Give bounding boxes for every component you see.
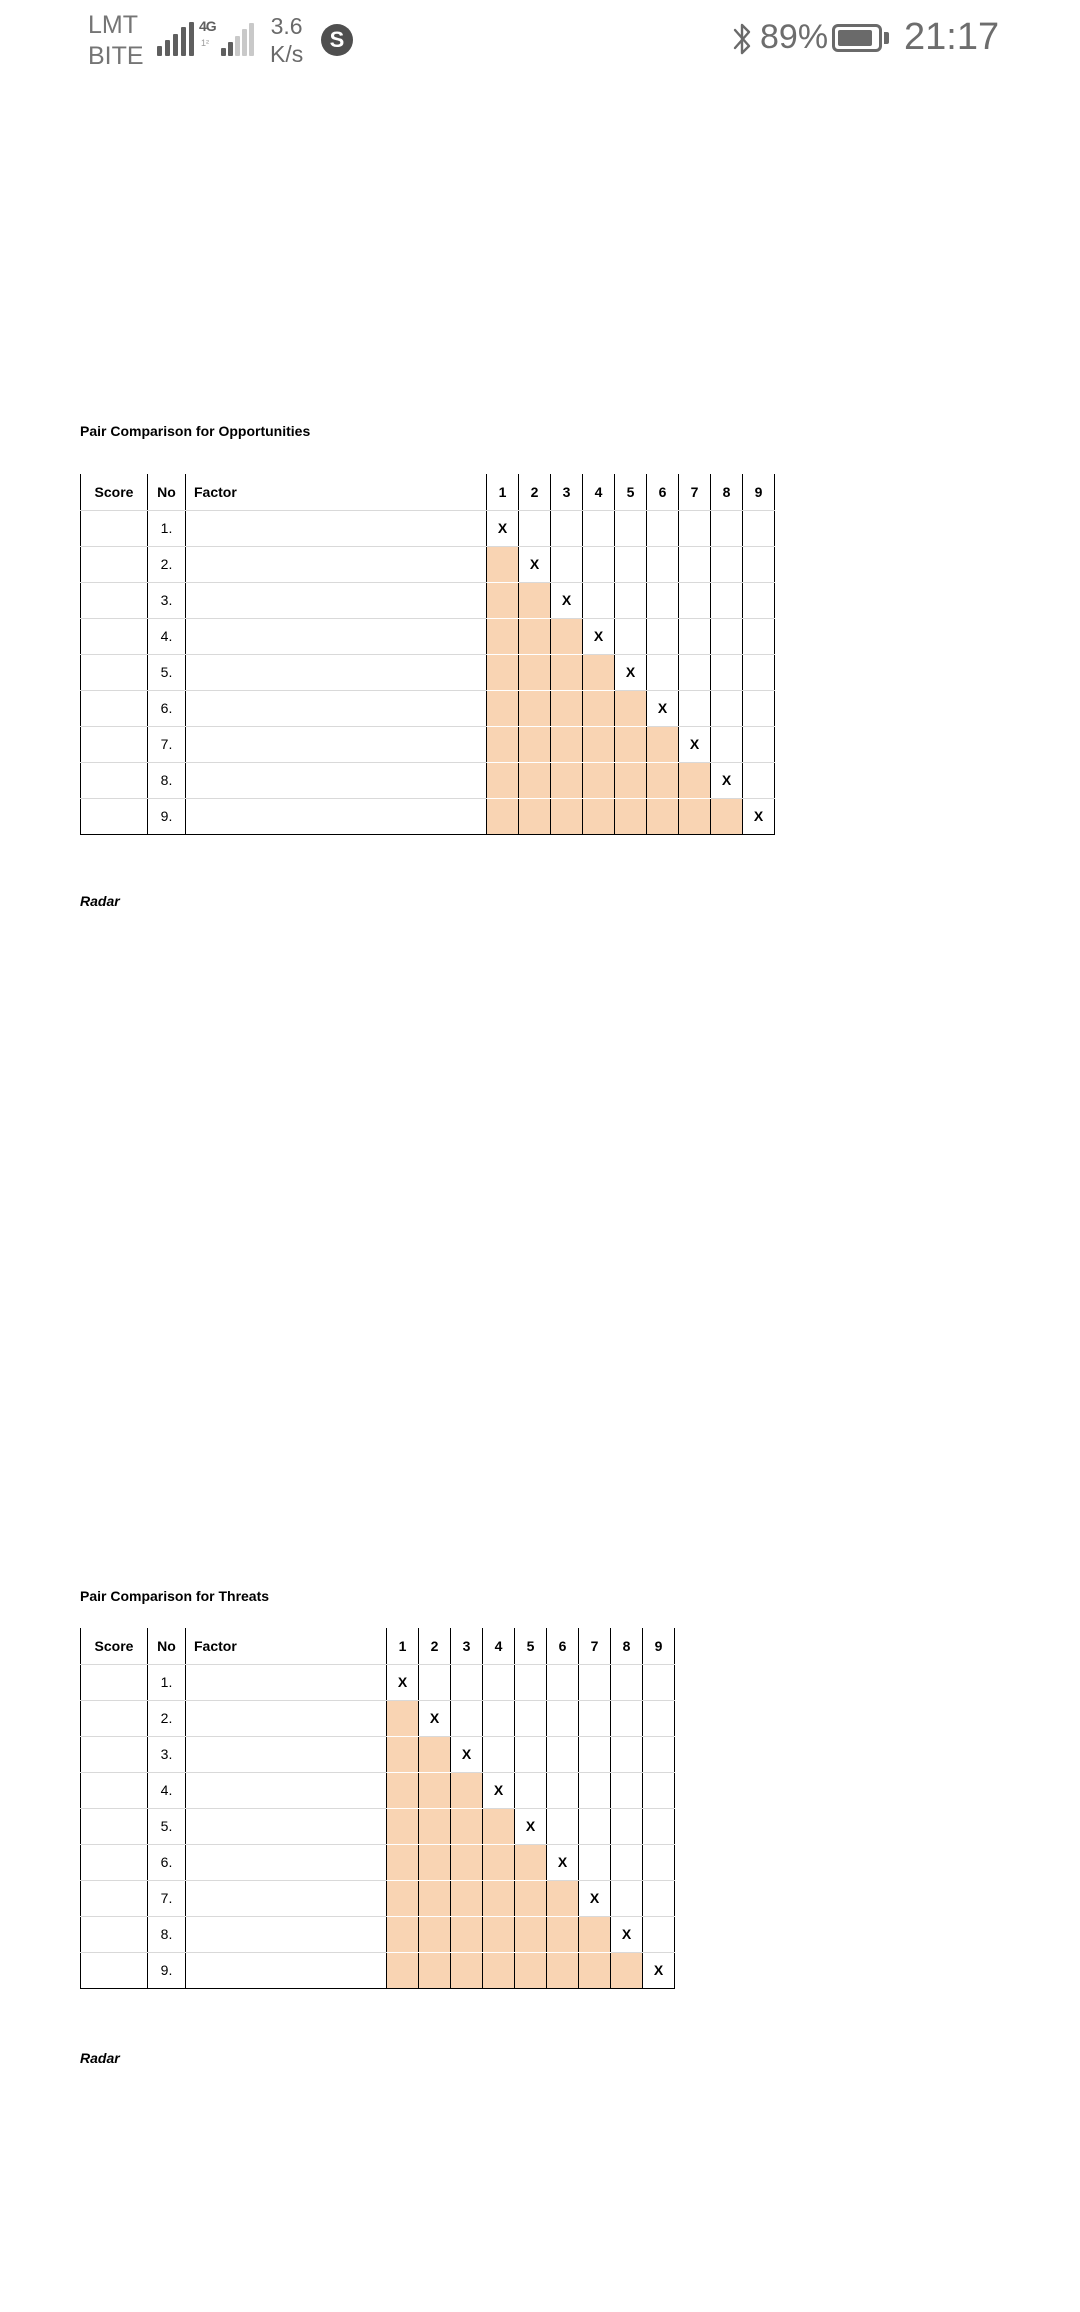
shaded-cell [483, 1952, 515, 1988]
comparison-cell[interactable] [711, 726, 743, 762]
comparison-cell[interactable] [515, 1664, 547, 1700]
comparison-cell[interactable] [515, 1736, 547, 1772]
row-number: 6. [148, 690, 186, 726]
table-row [81, 726, 775, 762]
bluetooth-icon [730, 20, 754, 58]
diagonal-mark: X [583, 618, 615, 654]
factor-cell[interactable] [186, 1700, 387, 1736]
comparison-cell[interactable] [611, 1772, 643, 1808]
shaded-cell [419, 1736, 451, 1772]
comparison-cell[interactable] [743, 582, 775, 618]
comparison-cell[interactable] [583, 510, 615, 546]
network-type-icon [199, 20, 255, 56]
comparison-cell[interactable] [743, 618, 775, 654]
shaded-cell [419, 1916, 451, 1952]
factor-cell[interactable] [186, 546, 487, 582]
shaded-cell [451, 1808, 483, 1844]
factor-cell[interactable] [186, 1808, 387, 1844]
comparison-cell[interactable] [615, 582, 647, 618]
comparison-cell[interactable] [615, 510, 647, 546]
comparison-cell[interactable] [647, 582, 679, 618]
score-cell[interactable] [81, 1916, 148, 1952]
shaded-cell [615, 690, 647, 726]
table-row [81, 1772, 675, 1808]
opportunities-table [80, 474, 775, 835]
column-header-9: 9 [643, 1628, 675, 1664]
shaded-cell [551, 798, 583, 834]
column-header-9: 9 [743, 474, 775, 510]
shaded-cell [387, 1736, 419, 1772]
shaded-cell [679, 798, 711, 834]
row-number: 2. [148, 546, 186, 582]
comparison-cell[interactable] [579, 1844, 611, 1880]
score-cell[interactable] [81, 1664, 148, 1700]
network-speed [270, 12, 303, 68]
row-number: 7. [148, 1880, 186, 1916]
table-row [81, 1952, 675, 1988]
comparison-cell[interactable] [743, 762, 775, 798]
factor-cell[interactable] [186, 798, 487, 834]
column-header-8: 8 [711, 474, 743, 510]
comparison-cell[interactable] [483, 1736, 515, 1772]
comparison-cell[interactable] [615, 546, 647, 582]
column-header-5: 5 [515, 1628, 547, 1664]
table-row [81, 1844, 675, 1880]
diagonal-mark: X [519, 546, 551, 582]
score-cell[interactable] [81, 690, 148, 726]
row-number: 8. [148, 1916, 186, 1952]
comparison-cell[interactable] [743, 546, 775, 582]
comparison-cell[interactable] [611, 1664, 643, 1700]
factor-header: Factor [186, 474, 487, 510]
table-row [81, 618, 775, 654]
diagonal-mark: X [419, 1700, 451, 1736]
comparison-cell[interactable] [743, 510, 775, 546]
threats-header-row [81, 1628, 675, 1664]
shaded-cell [647, 762, 679, 798]
factor-cell[interactable] [186, 1664, 387, 1700]
network-type-label: 4G [199, 18, 216, 34]
shaded-cell [451, 1916, 483, 1952]
shaded-cell [387, 1880, 419, 1916]
row-number: 5. [148, 1808, 186, 1844]
speed-value: 3.6 [270, 13, 303, 39]
comparison-cell[interactable] [515, 1700, 547, 1736]
comparison-cell[interactable] [579, 1700, 611, 1736]
diagonal-mark: X [547, 1844, 579, 1880]
diagonal-mark: X [643, 1952, 675, 1988]
no-header: No [148, 1628, 186, 1664]
shaded-cell [551, 654, 583, 690]
diagonal-mark: X [615, 654, 647, 690]
comparison-cell[interactable] [643, 1916, 675, 1952]
shaded-cell [419, 1844, 451, 1880]
table-row [81, 1916, 675, 1952]
shaded-cell [519, 762, 551, 798]
factor-cell[interactable] [186, 582, 487, 618]
score-cell[interactable] [81, 654, 148, 690]
shaded-cell [419, 1880, 451, 1916]
column-header-1: 1 [487, 474, 519, 510]
comparison-cell[interactable] [451, 1700, 483, 1736]
factor-cell[interactable] [186, 1772, 387, 1808]
threats-title: Pair Comparison for Threats [80, 1588, 270, 1604]
comparison-cell[interactable] [679, 690, 711, 726]
comparison-cell[interactable] [419, 1664, 451, 1700]
shaded-cell [611, 1952, 643, 1988]
score-cell[interactable] [81, 762, 148, 798]
comparison-cell[interactable] [647, 654, 679, 690]
shaded-cell [451, 1844, 483, 1880]
no-header: No [148, 474, 186, 510]
comparison-cell[interactable] [711, 546, 743, 582]
shaded-cell [483, 1808, 515, 1844]
shaded-cell [579, 1916, 611, 1952]
row-number: 7. [148, 726, 186, 762]
shaded-cell [487, 798, 519, 834]
shaded-cell [487, 582, 519, 618]
comparison-cell[interactable] [615, 618, 647, 654]
table-row [81, 582, 775, 618]
column-header-5: 5 [615, 474, 647, 510]
comparison-cell[interactable] [579, 1772, 611, 1808]
opportunities-title: Pair Comparison for Opportunities [80, 423, 311, 439]
network-sub-label: 1² [201, 38, 210, 48]
shaded-cell [519, 582, 551, 618]
comparison-cell[interactable] [515, 1772, 547, 1808]
factor-cell[interactable] [186, 510, 487, 546]
comparison-cell[interactable] [711, 510, 743, 546]
row-number: 1. [148, 1664, 186, 1700]
score-cell[interactable] [81, 1700, 148, 1736]
comparison-cell[interactable] [583, 582, 615, 618]
factor-cell[interactable] [186, 618, 487, 654]
shaded-cell [515, 1916, 547, 1952]
table-row [81, 1664, 675, 1700]
shaded-cell [487, 618, 519, 654]
diagonal-mark: X [579, 1880, 611, 1916]
battery-percent: 89% [760, 18, 829, 56]
comparison-cell[interactable] [643, 1736, 675, 1772]
comparison-cell[interactable] [743, 654, 775, 690]
score-cell[interactable] [81, 1844, 148, 1880]
row-number: 6. [148, 1844, 186, 1880]
comparison-cell[interactable] [547, 1700, 579, 1736]
table-row [81, 690, 775, 726]
shaded-cell [451, 1880, 483, 1916]
score-cell[interactable] [81, 546, 148, 582]
comparison-cell[interactable] [643, 1664, 675, 1700]
shaded-cell [547, 1916, 579, 1952]
comparison-cell[interactable] [711, 618, 743, 654]
shaded-cell [615, 726, 647, 762]
comparison-cell[interactable] [679, 510, 711, 546]
opportunities-header-row [81, 474, 775, 510]
shaded-cell [583, 690, 615, 726]
comparison-cell[interactable] [579, 1664, 611, 1700]
comparison-cell[interactable] [611, 1844, 643, 1880]
score-cell[interactable] [81, 1880, 148, 1916]
shaded-cell [515, 1952, 547, 1988]
shaded-cell [487, 762, 519, 798]
shaded-cell [515, 1880, 547, 1916]
shaded-cell [387, 1772, 419, 1808]
shaded-cell [419, 1952, 451, 1988]
diagonal-mark: X [743, 798, 775, 834]
comparison-cell[interactable] [483, 1664, 515, 1700]
sync-icon: S [321, 24, 353, 56]
shaded-cell [519, 654, 551, 690]
score-header: Score [81, 474, 148, 510]
comparison-cell[interactable] [679, 618, 711, 654]
comparison-cell[interactable] [551, 546, 583, 582]
score-cell[interactable] [81, 510, 148, 546]
comparison-cell[interactable] [679, 654, 711, 690]
diagonal-mark: X [679, 726, 711, 762]
row-number: 4. [148, 618, 186, 654]
battery-fill [838, 30, 872, 46]
shaded-cell [583, 726, 615, 762]
shaded-cell [519, 618, 551, 654]
comparison-cell[interactable] [643, 1700, 675, 1736]
comparison-cell[interactable] [547, 1664, 579, 1700]
comparison-cell[interactable] [679, 582, 711, 618]
shaded-cell [583, 654, 615, 690]
comparison-cell[interactable] [611, 1880, 643, 1916]
shaded-cell [487, 726, 519, 762]
opportunities-radar-label: Radar [80, 893, 120, 909]
shaded-cell [547, 1952, 579, 1988]
comparison-cell[interactable] [579, 1808, 611, 1844]
factor-cell[interactable] [186, 1916, 387, 1952]
table-row [81, 762, 775, 798]
shaded-cell [451, 1952, 483, 1988]
row-number: 3. [148, 582, 186, 618]
table-row [81, 798, 775, 834]
score-header: Score [81, 1628, 148, 1664]
row-number: 5. [148, 654, 186, 690]
shaded-cell [483, 1880, 515, 1916]
shaded-cell [487, 546, 519, 582]
shaded-cell [615, 762, 647, 798]
comparison-cell[interactable] [743, 690, 775, 726]
shaded-cell [387, 1808, 419, 1844]
battery-tip [884, 32, 889, 44]
shaded-cell [419, 1808, 451, 1844]
table-row [81, 1700, 675, 1736]
diagonal-mark: X [387, 1664, 419, 1700]
row-number: 9. [148, 798, 186, 834]
comparison-cell[interactable] [679, 546, 711, 582]
factor-cell[interactable] [186, 654, 487, 690]
row-number: 9. [148, 1952, 186, 1988]
shaded-cell [519, 798, 551, 834]
comparison-cell[interactable] [451, 1664, 483, 1700]
comparison-cell[interactable] [547, 1772, 579, 1808]
table-row [81, 1808, 675, 1844]
diagonal-mark: X [711, 762, 743, 798]
comparison-cell[interactable] [611, 1808, 643, 1844]
shaded-cell [515, 1844, 547, 1880]
diagonal-mark: X [611, 1916, 643, 1952]
table-row [81, 1736, 675, 1772]
score-cell[interactable] [81, 1952, 148, 1988]
column-header-7: 7 [579, 1628, 611, 1664]
factor-cell[interactable] [186, 726, 487, 762]
comparison-cell[interactable] [611, 1736, 643, 1772]
shaded-cell [519, 690, 551, 726]
diagonal-mark: X [647, 690, 679, 726]
carrier-name [88, 10, 144, 72]
comparison-cell[interactable] [483, 1700, 515, 1736]
factor-cell[interactable] [186, 1844, 387, 1880]
column-header-4: 4 [483, 1628, 515, 1664]
comparison-cell[interactable] [583, 546, 615, 582]
clock: 21:17 [904, 16, 1000, 58]
shaded-cell [583, 762, 615, 798]
factor-cell[interactable] [186, 690, 487, 726]
comparison-cell[interactable] [519, 510, 551, 546]
shaded-cell [547, 1880, 579, 1916]
comparison-cell[interactable] [551, 510, 583, 546]
shaded-cell [551, 726, 583, 762]
score-cell[interactable] [81, 798, 148, 834]
column-header-2: 2 [419, 1628, 451, 1664]
carrier-line-1: LMT [88, 11, 138, 39]
shaded-cell [451, 1772, 483, 1808]
score-cell[interactable] [81, 1808, 148, 1844]
factor-header: Factor [186, 1628, 387, 1664]
row-number: 4. [148, 1772, 186, 1808]
shaded-cell [579, 1952, 611, 1988]
shaded-cell [647, 798, 679, 834]
row-number: 8. [148, 762, 186, 798]
score-cell[interactable] [81, 582, 148, 618]
shaded-cell [387, 1844, 419, 1880]
shaded-cell [551, 618, 583, 654]
score-cell[interactable] [81, 726, 148, 762]
column-header-4: 4 [583, 474, 615, 510]
shaded-cell [647, 726, 679, 762]
factor-cell[interactable] [186, 1952, 387, 1988]
diagonal-mark: X [451, 1736, 483, 1772]
score-cell[interactable] [81, 1736, 148, 1772]
shaded-cell [387, 1916, 419, 1952]
shaded-cell [583, 798, 615, 834]
comparison-cell[interactable] [611, 1700, 643, 1736]
row-number: 3. [148, 1736, 186, 1772]
shaded-cell [387, 1952, 419, 1988]
score-cell[interactable] [81, 618, 148, 654]
comparison-cell[interactable] [711, 654, 743, 690]
diagonal-mark: X [515, 1808, 547, 1844]
threats-radar-label: Radar [80, 2050, 120, 2066]
shaded-cell [519, 726, 551, 762]
column-header-6: 6 [547, 1628, 579, 1664]
status-bar [0, 0, 1080, 84]
comparison-cell[interactable] [579, 1736, 611, 1772]
comparison-cell[interactable] [647, 618, 679, 654]
comparison-cell[interactable] [643, 1808, 675, 1844]
column-header-2: 2 [519, 474, 551, 510]
table-row [81, 546, 775, 582]
table-row [81, 654, 775, 690]
comparison-cell[interactable] [643, 1772, 675, 1808]
factor-cell[interactable] [186, 1736, 387, 1772]
carrier-line-2: BITE [88, 42, 144, 70]
column-header-3: 3 [551, 474, 583, 510]
shaded-cell [483, 1916, 515, 1952]
comparison-cell[interactable] [547, 1808, 579, 1844]
diagonal-mark: X [487, 510, 519, 546]
score-cell[interactable] [81, 1772, 148, 1808]
column-header-6: 6 [647, 474, 679, 510]
comparison-cell[interactable] [743, 726, 775, 762]
column-header-8: 8 [611, 1628, 643, 1664]
row-number: 2. [148, 1700, 186, 1736]
shaded-cell [551, 762, 583, 798]
shaded-cell [387, 1700, 419, 1736]
column-header-3: 3 [451, 1628, 483, 1664]
diagonal-mark: X [551, 582, 583, 618]
table-row [81, 1880, 675, 1916]
shaded-cell [487, 690, 519, 726]
shaded-cell [483, 1844, 515, 1880]
shaded-cell [679, 762, 711, 798]
shaded-cell [487, 654, 519, 690]
column-header-1: 1 [387, 1628, 419, 1664]
table-row [81, 510, 775, 546]
column-header-7: 7 [679, 474, 711, 510]
battery-icon [832, 24, 882, 52]
signal-strength-icon [157, 20, 193, 56]
shaded-cell [615, 798, 647, 834]
row-number: 1. [148, 510, 186, 546]
threats-table [80, 1628, 675, 1989]
comparison-cell[interactable] [643, 1880, 675, 1916]
comparison-cell[interactable] [647, 510, 679, 546]
comparison-cell[interactable] [711, 582, 743, 618]
comparison-cell[interactable] [711, 690, 743, 726]
speed-unit: K/s [270, 41, 304, 67]
shaded-cell [419, 1772, 451, 1808]
comparison-cell[interactable] [643, 1844, 675, 1880]
comparison-cell[interactable] [547, 1736, 579, 1772]
shaded-cell [711, 798, 743, 834]
comparison-cell[interactable] [647, 546, 679, 582]
diagonal-mark: X [483, 1772, 515, 1808]
factor-cell[interactable] [186, 1880, 387, 1916]
shaded-cell [551, 690, 583, 726]
factor-cell[interactable] [186, 762, 487, 798]
